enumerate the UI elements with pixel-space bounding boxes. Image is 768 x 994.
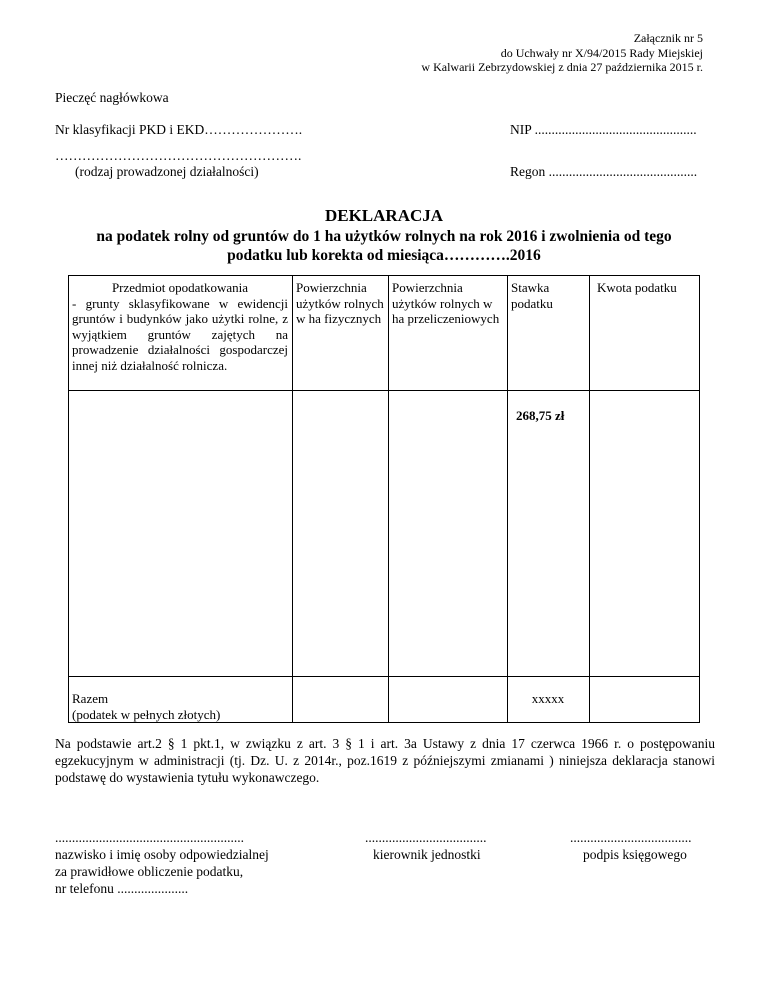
col-converted-area-header: Powierzchnia użytków rolnych w ha przeliczeniowych [392,280,500,326]
signature-accountant-dots: .................................... [570,830,692,845]
col-amount-header: Kwota podatku [597,280,677,295]
table-row-divider [69,390,699,391]
regon-field: Regon ............................................ [510,164,698,179]
annex-line-3: w Kalwarii Zebrzydowskiej z dnia 27 października 2015 r. [421,60,703,74]
col-subject-header-body: - grunty sklasyfikowane w ewidencji gruntów i budynków jako użytki rolne, z wyjątkiem gruntów zajętych na prowadzenie działalności gospodarczej innej niż działalność rolnicza. [72,295,288,373]
declaration-table [68,275,700,723]
signature-responsible-dots: ........................................................ [55,830,244,845]
table-row-divider [69,676,699,677]
col-subject-header-title: Przedmiot opodatkowania [111,280,249,295]
signature-responsible-label-2: za prawidłowe obliczenie podatku, [55,864,244,879]
signature-manager-label: kierownik jednostki [373,847,481,862]
table-col-divider [507,276,508,722]
pkd-field: Nr klasyfikacji PKD i EKD…………………. [55,122,303,137]
signature-responsible-label: nazwisko i imię osoby odpowiedzialnej [55,847,269,862]
total-label: Razem [72,691,109,706]
col-rate-header: Stawka podatku [511,280,553,311]
document-title: DEKLARACJA [324,206,444,225]
phone-number-field: nr telefonu ..................... [55,881,189,896]
table-col-divider [292,276,293,722]
nip-field: NIP ................................................ [510,122,697,137]
total-sublabel: (podatek w pełnych złotych) [72,706,221,722]
col-physical-area-header: Powierzchnia użytków rolnych w ha fizycznych [296,280,384,326]
table-col-divider [388,276,389,722]
stamp-label: Pieczęć nagłówkowa [55,90,169,105]
activity-label: (rodzaj prowadzonej działalności) [75,164,259,179]
annex-line-1: Załącznik nr 5 [633,31,703,45]
activity-dots: ………………………………………………. [55,148,302,163]
document-subtitle-line-1: na podatek rolny od gruntów do 1 ha użytków rolnych na rok 2016 i zwolnienia od tego [96,228,672,245]
legal-basis-text: Na podstawie art.2 § 1 pkt.1, w związku z art. 3 § 1 i art. 3a Ustawy z dnia 17 czerwca 1966 r. o postępowaniu egzekucyjnym w administracji (tj. Dz. U. z 2014r., poz.1619 z późniejszymi zmianami ) niniejsza deklaracja stanowi podstawę do wystawienia tytułu wykonawczego. [55,736,715,785]
annex-line-2: do Uchwały nr X/94/2015 Rady Miejskiej [500,45,703,60]
total-rate-placeholder: xxxxx [531,691,565,706]
table-col-divider [589,276,590,722]
rate-value: 268,75 zł [516,408,565,423]
signature-manager-dots: .................................... [365,830,487,845]
document-subtitle-line-2: podatku lub korekta od miesiąca………….2016 [227,247,541,264]
signature-accountant-label: podpis księgowego [583,847,687,862]
